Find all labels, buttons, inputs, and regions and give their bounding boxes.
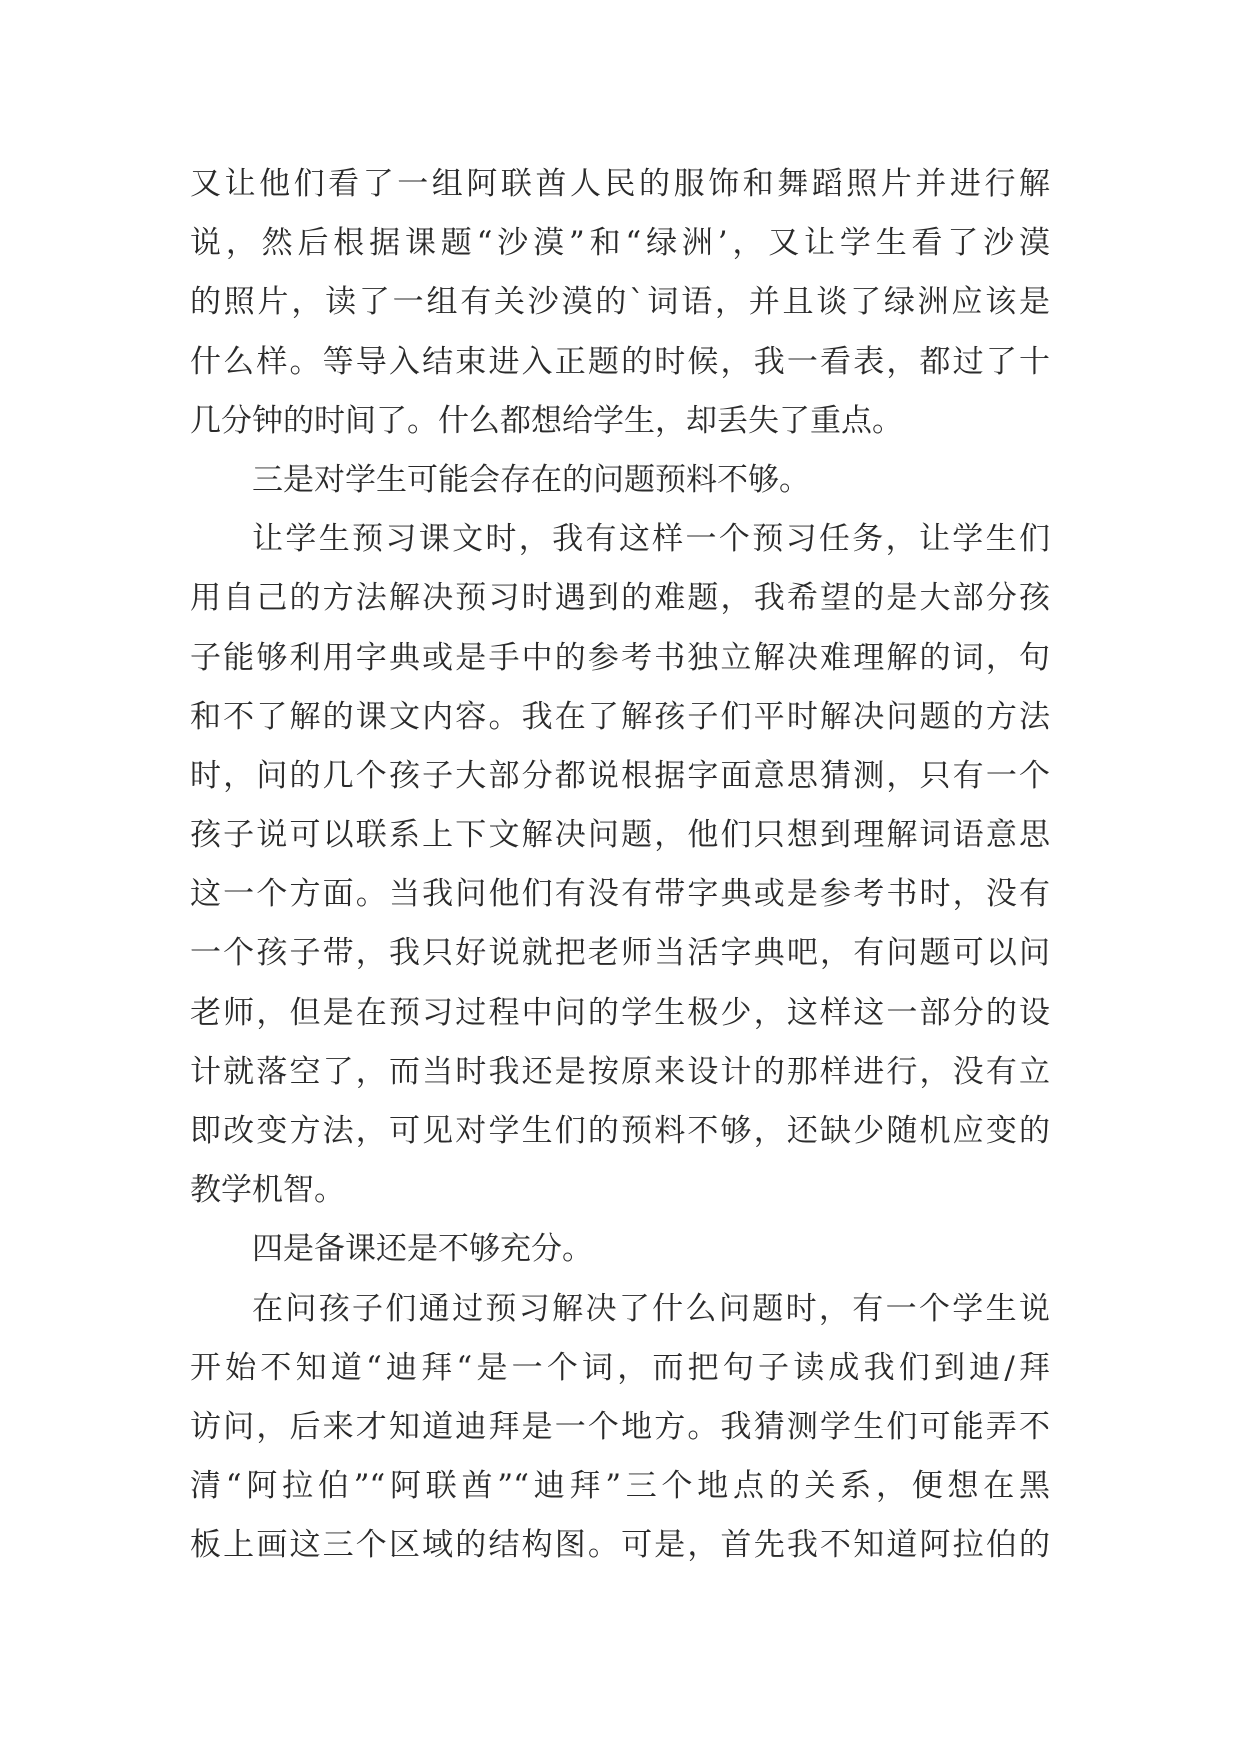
text-line: 一个孩子带，我只好说就把老师当活字典吧，有问题可以问 [190, 935, 1050, 972]
text-line: 老师，但是在预习过程中问的学生极少，这样这一部分的设 [190, 994, 1050, 1031]
text-line: 说，然后根据课题“沙漠”和“绿洲’，又让学生看了沙漠 [190, 225, 1050, 262]
document-body [190, 155, 1050, 1576]
text-line: 几分钟的时间了。什么都想给学生，却丢失了重点。 [190, 402, 903, 439]
text-line: 四是备课还是不够充分。 [252, 1231, 593, 1268]
text-line: 用自己的方法解决预习时遇到的难题，我希望的是大部分孩 [190, 580, 1050, 617]
text-line: 又让他们看了一组阿联酋人民的服饰和舞蹈照片并进行解 [190, 166, 1050, 202]
text-line: 让学生预习课文时，我有这样一个预习任务，让学生们 [252, 521, 1050, 558]
text-line: 教学机智。 [190, 1172, 345, 1209]
text-line: 在问孩子们通过预习解决了什么问题时，有一个学生说 [252, 1290, 1050, 1327]
text-line: 清“阿拉伯”“阿联酋”“迪拜”三个地点的关系，便想在黑 [190, 1468, 1050, 1505]
text-line: 和不了解的课文内容。我在了解孩子们平时解决问题的方法 [190, 698, 1050, 735]
text-line: 的照片，读了一组有关沙漠的`词语，并且谈了绿洲应该是 [190, 284, 1050, 321]
text-line: 子能够利用字典或是手中的参考书独立解决难理解的词，句 [190, 639, 1050, 676]
text-line: 时，问的几个孩子大部分都说根据字面意思猜测，只有一个 [190, 757, 1050, 794]
text-line: 板上画这三个区域的结构图。可是，首先我不知道阿拉伯的 [190, 1527, 1050, 1564]
text-line: 三是对学生可能会存在的问题预料不够。 [252, 461, 810, 498]
text-line: 开始不知道“迪拜“是一个词，而把句子读成我们到迪/拜 [190, 1349, 1050, 1386]
text-line: 孩子说可以联系上下文解决问题，他们只想到理解词语意思 [190, 817, 1050, 854]
text-line: 即改变方法，可见对学生们的预料不够，还缺少随机应变的 [190, 1113, 1050, 1149]
text-line: 什么样。等导入结束进入正题的时候，我一看表，都过了十 [190, 343, 1050, 380]
text-line: 访问，后来才知道迪拜是一个地方。我猜测学生们可能弄不 [190, 1408, 1050, 1445]
text-line: 这一个方面。当我问他们有没有带字典或是参考书时，没有 [190, 876, 1050, 913]
text-line: 计就落空了，而当时我还是按原来设计的那样进行，没有立 [190, 1053, 1050, 1090]
